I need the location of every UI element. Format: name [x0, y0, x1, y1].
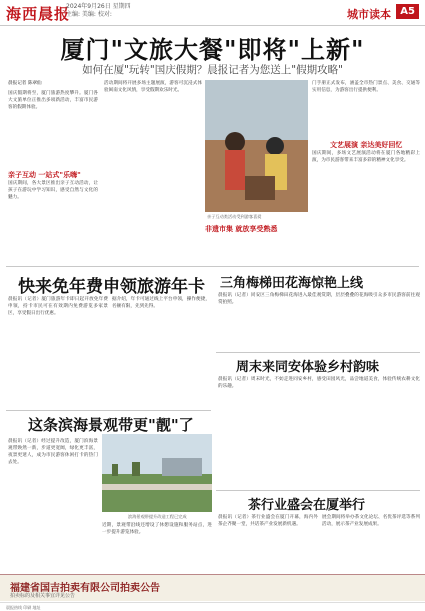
page-footer: 晨报热线 印刷 地址 [0, 602, 425, 611]
page-number: A5 [396, 4, 419, 19]
story2-text2: 据介绍，年卡可通过线上平台申领，操作便捷，名额有限，先到先得。 [112, 297, 210, 309]
story5-divider [216, 490, 420, 491]
story4-headline: 三角梅梯田花海惊艳上线 [220, 276, 364, 291]
ad-subtitle: 拍卖标的及相关事宜详见公告 [10, 593, 76, 599]
story5-text: 晨报讯（记者）周末时光，不妨走进同安乡村，感受田园风光，品尝地道美食，体验传统农耕文化的乐趣。 [218, 377, 420, 389]
lead-col3-text: 门手册正式发布，涵盖全市热门景点、美食、交通等实用信息，为游客出行提供便利。 [312, 81, 420, 93]
ad-title: 福建省国吉拍卖有限公司拍卖公告 [10, 583, 160, 594]
story2-divider [6, 410, 211, 411]
story3-photo-caption: 滨海景观带提升改造工程已完成 [128, 514, 187, 519]
lead-col2-text: 活动期间将开展多场主题展演，游客可沉浸式体验闽南文化风情，享受假期欢乐时光。 [104, 81, 202, 93]
story4-text: 晨报讯（记者）同安区三角梅梯田花海进入最佳观赏期，层层叠叠的花海吸引众多市民游客前往观赏拍照。 [218, 293, 420, 305]
story2-text: 晨报讯（记者）厦门旅游年卡即日起开放免年费申领，持卡市民可在有效期内免费游览多家景区，享受假日出行优惠。 [8, 297, 108, 316]
issue-editors: 主编: 美编: 校对: [66, 11, 112, 18]
story6-headline: 茶行业盛会在厦举行 [248, 498, 366, 513]
story4-divider [216, 352, 420, 353]
issue-info [66, 3, 131, 19]
lead-subhead: 如何在厦"玩转"国庆假期？晨报记者为您送上"假期攻略" [82, 64, 343, 76]
lead-col1-text: 国庆假期将至，厦门旅游热度攀升。厦门各大文旅单位正推出多项新活动，丰富市民游客的假期体验。 [8, 91, 98, 110]
issue-date: 2024年9月26日 星期四 [66, 3, 131, 10]
lead-col2-subtitle: 非遗市集 就放享受熟悉 [205, 225, 278, 233]
story2-headline: 快来免年费申领旅游年卡 [18, 277, 205, 297]
newspaper-logo: 海西晨报 [6, 5, 71, 23]
lead-divider [6, 266, 419, 267]
story3-text: 晨报讯（记者）经过提升改造，厦门滨海景观带焕然一新，步道更宽阔，绿化更丰富，夜景更迷人，成为市民游客休闲打卡的热门去处。 [8, 439, 98, 465]
lead-photo [205, 80, 308, 212]
story3-photo [102, 434, 212, 512]
story6-text2: 展会期间将举办茶文化论坛、名优茶评选等系列活动，展示茶产业发展成果。 [322, 515, 420, 527]
section-name: 城市读本 [347, 8, 391, 21]
lead-photo-caption: 亲子互动类活动受到游客喜爱 [207, 214, 262, 219]
story5-headline: 周末来同安体验乡村韵味 [236, 360, 380, 375]
story6-text: 晨报讯（记者）茶行业盛会在厦门开幕，海内外茶企齐聚一堂，共话茶产业发展新机遇。 [218, 515, 318, 527]
story3-text2: 近期，景观带沿线还增设了休憩设施和服务站点，进一步提升游览体验。 [102, 523, 212, 535]
lead-col4-subtitle: 文艺展演 亲达美好回忆 [330, 141, 403, 149]
auction-ad [0, 574, 425, 601]
lead-byline: 晨报记者 陈翠仙 [8, 81, 42, 86]
lead-col4-text: 国庆期间，多场文艺展演活动将在厦门各地精彩上演，为市民游客带来丰富多彩的精神文化享受。 [312, 151, 420, 163]
lead-headline: 厦门"文旅大餐"即将"上新" [60, 35, 365, 64]
lead-col1-text2: 国庆期间，各大景区推出亲子互动活动，让孩子在游玩中学习知识，感受自然与文化的魅力。 [8, 181, 98, 200]
lead-col1-subtitle: 亲子互动 一站式"乐嗨" [8, 171, 81, 179]
story3-headline: 这条滨海景观带更"靓"了 [28, 416, 194, 434]
masthead [0, 0, 425, 26]
